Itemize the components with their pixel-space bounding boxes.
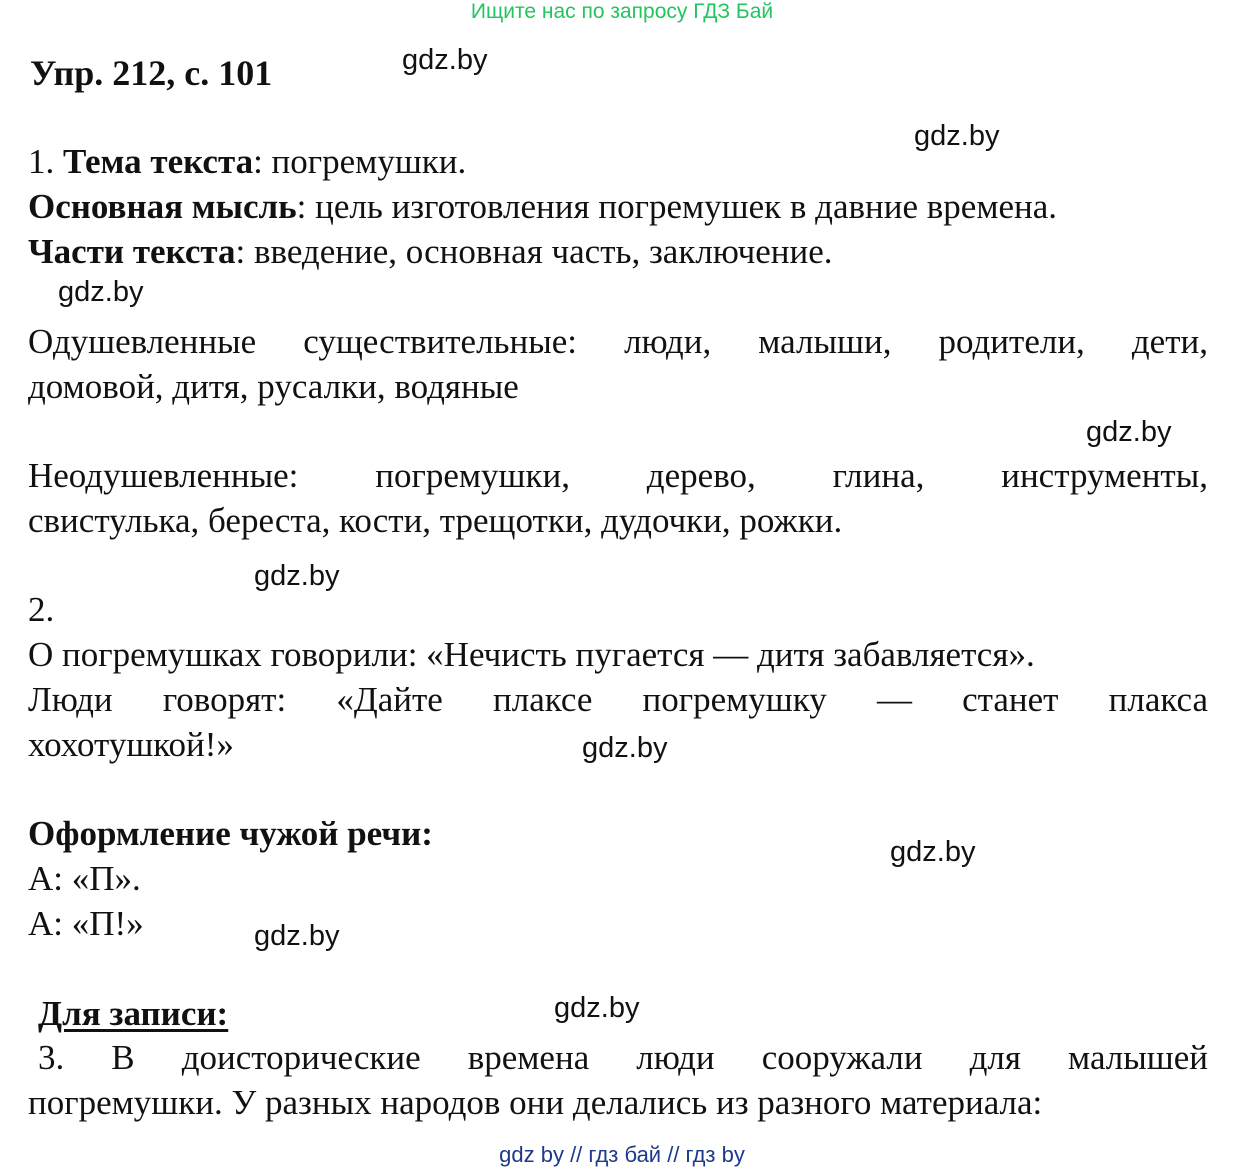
watermark: gdz.by (58, 276, 144, 308)
speech-pattern-2: А: «П!» (28, 904, 144, 943)
record-line-2: погремушки. У разных народов они делались из разного материала: (28, 1083, 1043, 1122)
watermark: gdz.by (254, 560, 340, 592)
proverb-line-2: Люди говорят: «Дайте плаксе погремушку — станет плакса (28, 680, 1208, 719)
top-banner[interactable]: Ищите нас по запросу ГДЗ Бай (470, 0, 774, 23)
speech-pattern-1: А: «П». (28, 859, 141, 898)
parts-line (28, 232, 832, 272)
idea-label: Основная мысль (28, 187, 297, 226)
record-line-1: 3. В доисторические времена люди сооружали для малышей (38, 1038, 1208, 1077)
animate-line-1: Одушевленные существительные: люди, малыши, родители, дети, (28, 322, 1208, 361)
parts-label: Части текста (28, 232, 236, 271)
proverb-line-1: О погремушках говорили: «Нечисть пугается — дитя забавляется». (28, 635, 1035, 674)
theme-value: : погремушки. (253, 142, 467, 181)
speech-heading: Оформление чужой речи: (28, 814, 433, 853)
exercise-title: Упр. 212, с. 101 (30, 53, 273, 93)
watermark: gdz.by (554, 992, 640, 1024)
watermark: gdz.by (890, 836, 976, 868)
proverb-line-3: хохотушкой!» (28, 725, 234, 764)
section-2-number: 2. (28, 590, 55, 629)
idea-line (28, 187, 1057, 227)
parts-value: : введение, основная часть, заключение. (235, 232, 833, 271)
footer-links[interactable]: gdz by // гдз бай // гдз by (499, 1142, 745, 1167)
watermark: gdz.by (914, 120, 1000, 152)
watermark: gdz.by (1086, 416, 1172, 448)
record-heading: Для записи: (38, 994, 229, 1033)
animate-line-2: домовой, дитя, русалки, водяные (28, 367, 519, 406)
idea-value: : цель изготовления погремушек в давние времена. (296, 187, 1058, 226)
watermark: gdz.by (582, 732, 668, 764)
inanimate-line-1: Неодушевленные: погремушки, дерево, глина, инструменты, (28, 456, 1208, 495)
theme-label: Тема текста (63, 142, 254, 181)
theme-line (28, 142, 466, 182)
inanimate-line-2: свистулька, береста, кости, трещотки, дудочки, рожки. (28, 501, 843, 540)
watermark: gdz.by (254, 920, 340, 952)
watermark: gdz.by (402, 44, 488, 76)
section-number: 1. (28, 142, 55, 181)
